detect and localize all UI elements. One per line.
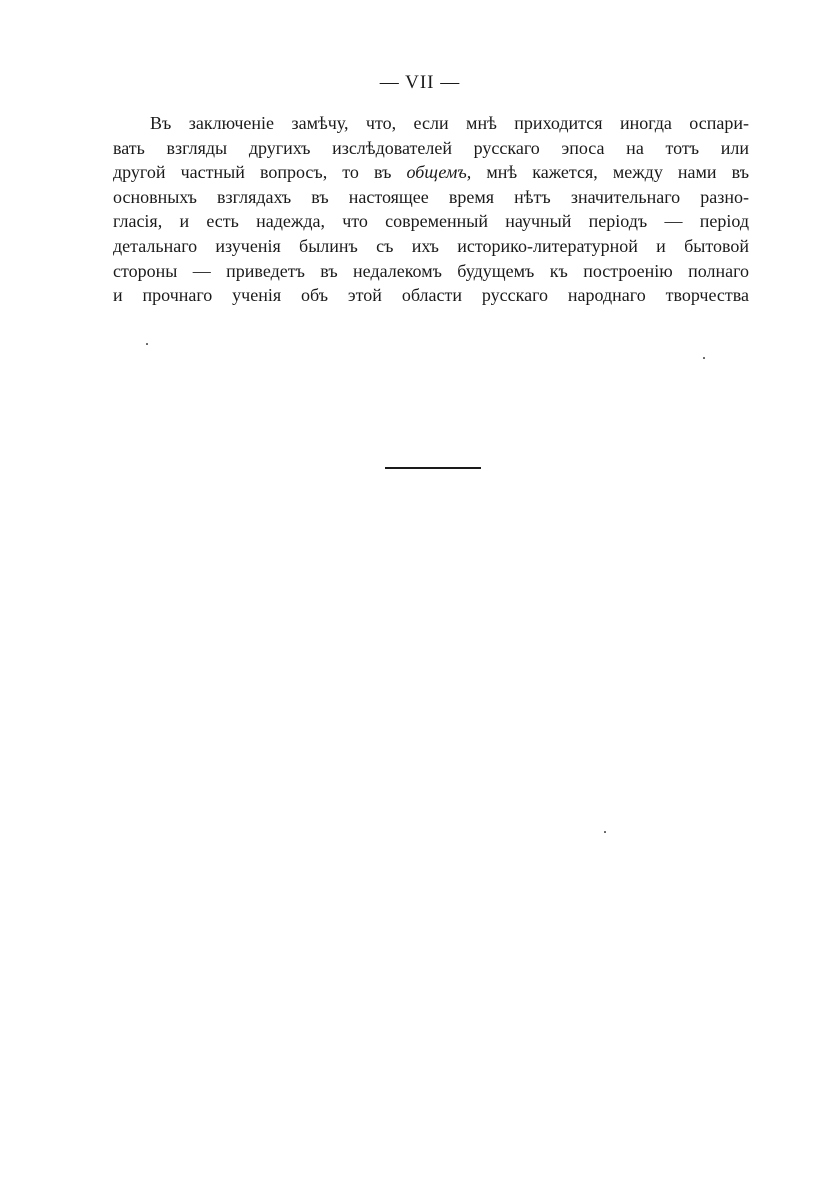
scan-speck: [604, 831, 606, 833]
paragraph-line-3-end: мнѣ кажется, между нами въ: [486, 162, 750, 183]
paragraph-line-4: основныхъ взглядахъ въ настоящее время нѣтъ значительнаго разно-: [113, 186, 749, 207]
paragraph-line-7: стороны — приведетъ въ недалекомъ будущемъ къ построенію полнаго: [113, 260, 749, 281]
section-divider-rule: [385, 467, 481, 469]
body-paragraph: [113, 111, 749, 308]
scan-speck: [703, 357, 705, 359]
paragraph-line-3-start: другой частный вопросъ, то въ: [113, 162, 392, 183]
paragraph-line-8: и прочнаго ученія объ этой области русскаго народнаго творчества: [113, 285, 749, 306]
page-header: — VII —: [379, 72, 461, 93]
emphasized-word: общемъ,: [406, 162, 472, 183]
paragraph-line-6: детальнаго изученія былинъ съ ихъ историко-литературной и бытовой: [113, 235, 749, 256]
paragraph-line-5: гласія, и есть надежда, что современный научный періодъ — період: [113, 211, 749, 232]
paragraph-line-2: вать взгляды другихъ изслѣдователей русскаго эпоса на тотъ или: [113, 137, 749, 158]
paragraph-line-3: [113, 160, 749, 185]
scan-speck: [146, 343, 148, 345]
paragraph-line-1: Въ заключеніе замѣчу, что, если мнѣ приходится иногда оспари-: [150, 113, 749, 133]
